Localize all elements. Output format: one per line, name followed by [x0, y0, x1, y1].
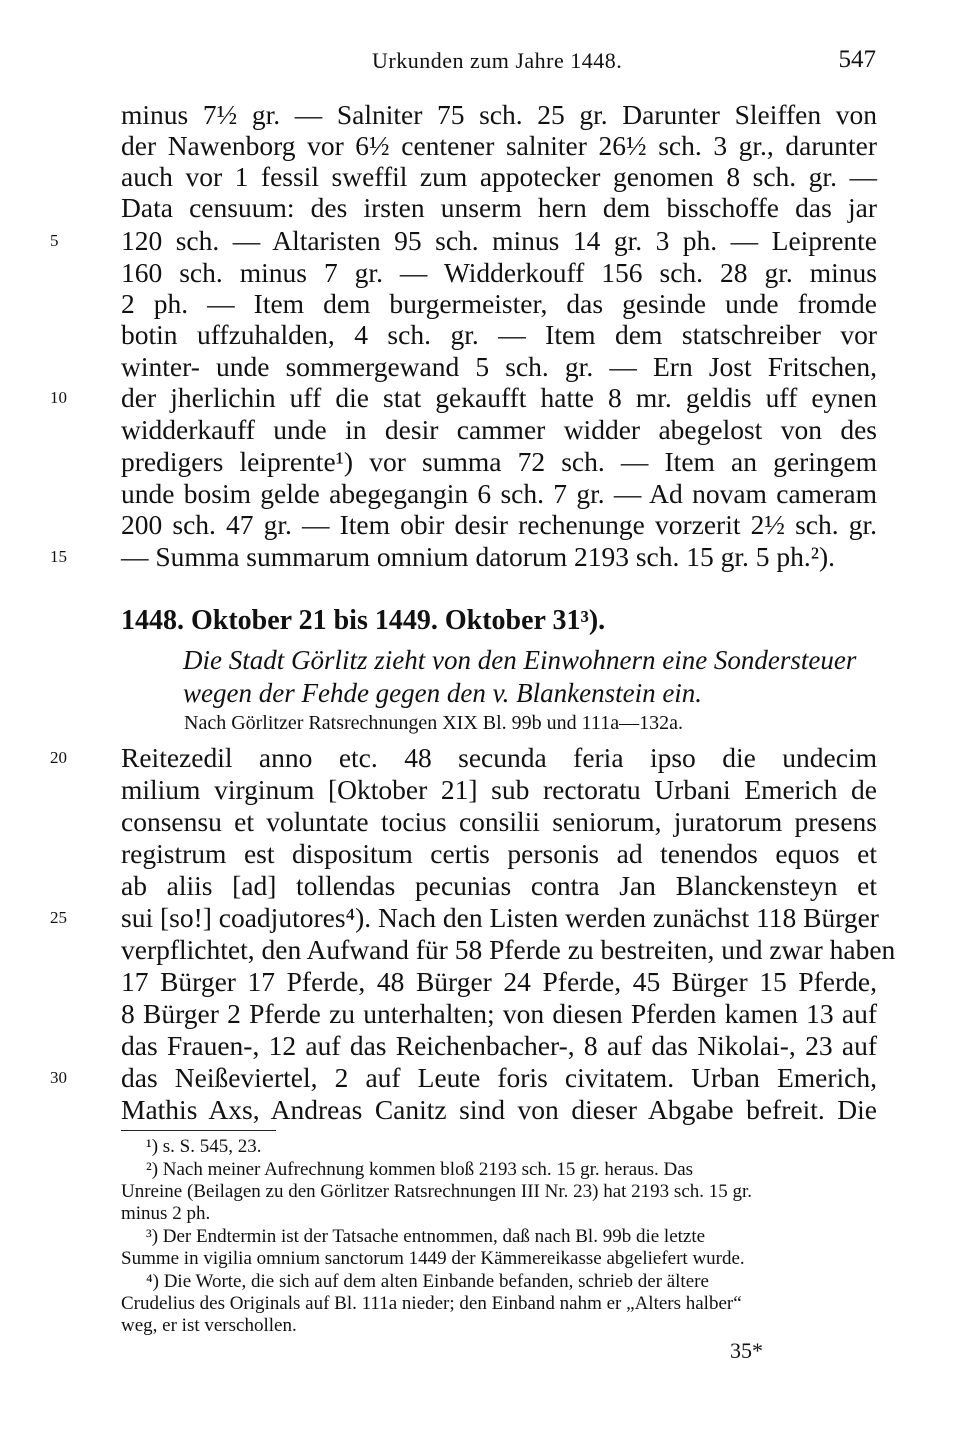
footnote-line: Unreine (Beilagen zu den Görlitzer Ratsrechnungen III Nr. 23) hat 2193 sch. 15 gr. — [121, 1181, 753, 1202]
text-line: 2 ph. — Item dem burgermeister, das gesinde unde fromde — [121, 288, 877, 319]
line-number: 10 — [50, 388, 67, 407]
line-number: 20 — [50, 748, 67, 767]
running-header — [0, 44, 960, 80]
footnote-line: ¹) s. S. 545, 23. — [146, 1136, 262, 1157]
text-line: unde bosim gelde abegegangin 6 sch. 7 gr. — Ad novam cameram — [121, 478, 877, 509]
section-heading: 1448. Oktober 21 bis 1449. Oktober 31³). — [121, 605, 606, 636]
text-line: — Summa summarum omnium datorum 2193 sch. 15 gr. 5 ph.²). — [121, 541, 836, 572]
text-line: Reitezedil anno etc. 48 secunda feria ipso die undecim — [121, 742, 877, 773]
signature-mark: 35* — [730, 1338, 763, 1363]
section-subtitle: Die Stadt Görlitz zieht von den Einwohnern eine Sondersteuer wegen der Fehde gegen den v. Blankenstein ein. — [183, 645, 857, 708]
line-number: 30 — [50, 1068, 67, 1087]
source-note: Nach Görlitzer Ratsrechnungen XIX Bl. 99b und 111a—132a. — [184, 712, 683, 734]
footnote-line: ³) Der Endtermin ist der Tatsache entnommen, daß nach Bl. 99b die letzte — [146, 1226, 706, 1247]
text-line: 160 sch. minus 7 gr. — Widderkouff 156 sch. 28 gr. minus — [121, 257, 877, 288]
footnote-line: ⁴) Die Worte, die sich auf dem alten Einbande befanden, schrieb der ältere — [146, 1271, 709, 1292]
text-line: botin uffzuhalden, 4 sch. gr. — Item dem statschreiber vor — [121, 319, 877, 350]
footnote-1 — [121, 1136, 877, 1158]
text-line: winter- unde sommergewand 5 sch. gr. — Ern Jost Fritschen, — [121, 351, 877, 382]
text-line: der jherlichin uff die stat gekaufft hatte 8 mr. geldis uff eynen — [121, 382, 877, 413]
footnote-2 — [121, 1159, 877, 1225]
footnote-line: minus 2 ph. — [121, 1203, 211, 1224]
line-number: 25 — [50, 908, 67, 927]
text-line: 17 Bürger 17 Pferde, 48 Bürger 24 Pferde, 45 Bürger 15 Pferde, — [121, 966, 877, 997]
text-line: predigers leiprente¹) vor summa 72 sch. — Item an geringem — [121, 446, 877, 477]
line-number: 15 — [50, 547, 67, 566]
text-line: consensu et voluntate tocius consilii seniorum, juratorum presens — [121, 806, 877, 837]
text-line: milium virginum [Oktober 21] sub rectoratu Urbani Emerich de — [121, 774, 877, 805]
text-line: das Frauen-, 12 auf das Reichenbacher-, 8 auf das Nikolai-, 23 auf — [121, 1030, 877, 1061]
footnote-line: Crudelius des Originals auf Bl. 111a nieder; den Einband nahm er „Alters halber“ — [121, 1293, 742, 1314]
text-line: sui [so!] coadjutores⁴). Nach den Listen werden zunächst 118 Bürger — [121, 902, 879, 933]
text-line: 8 Bürger 2 Pferde zu unterhalten; von diesen Pferden kamen 13 auf — [121, 998, 877, 1029]
text-line: registrum est dispositum certis personis ad tenendos equos et — [121, 838, 877, 869]
footnote-4 — [121, 1271, 877, 1337]
text-line: auch vor 1 fessil sweffil zum appotecker genomen 8 sch. gr. — — [121, 161, 877, 192]
text-line: der Nawenborg vor 6½ centener salniter 26½ sch. 3 gr., darunter — [121, 130, 877, 161]
footnote-line: Summe in vigilia omnium sanctorum 1449 der Kämmereikasse abgeliefert wurde. — [121, 1248, 745, 1269]
text-line: 200 sch. 47 gr. — Item obir desir rechenunge vorzerit 2½ sch. gr. — [121, 509, 877, 540]
text-line: verpflichtet, den Aufwand für 58 Pferde zu bestreiten, und zwar haben — [121, 934, 896, 965]
text-line: ab aliis [ad] tollendas pecunias contra Jan Blanckensteyn et — [121, 870, 877, 901]
footnote-divider — [121, 1130, 276, 1131]
text-line: Mathis Axs, Andreas Canitz sind von dieser Abgabe befreit. Die — [121, 1094, 877, 1125]
text-line: 120 sch. — Altaristen 95 sch. minus 14 gr. 3 ph. — Leiprente — [121, 225, 877, 256]
text-line: Data censuum: des irsten unserm hern dem bisschoffe das jar — [121, 192, 877, 223]
text-line: widderkauff unde in desir cammer widder abegelost von des — [121, 414, 877, 445]
footnote-3 — [121, 1226, 877, 1270]
footnote-line: weg, er ist verschollen. — [121, 1315, 297, 1336]
page-number: 547 — [838, 46, 876, 73]
text-line: minus 7½ gr. — Salniter 75 sch. 25 gr. Darunter Sleiffen von — [121, 99, 877, 130]
running-title: Urkunden zum Jahre 1448. — [372, 48, 623, 73]
text-line: das Neißeviertel, 2 auf Leute foris civitatem. Urban Emerich, — [121, 1062, 877, 1093]
footnote-line: ²) Nach meiner Aufrechnung kommen bloß 2193 sch. 15 gr. heraus. Das — [146, 1159, 694, 1180]
line-number: 5 — [50, 231, 59, 250]
